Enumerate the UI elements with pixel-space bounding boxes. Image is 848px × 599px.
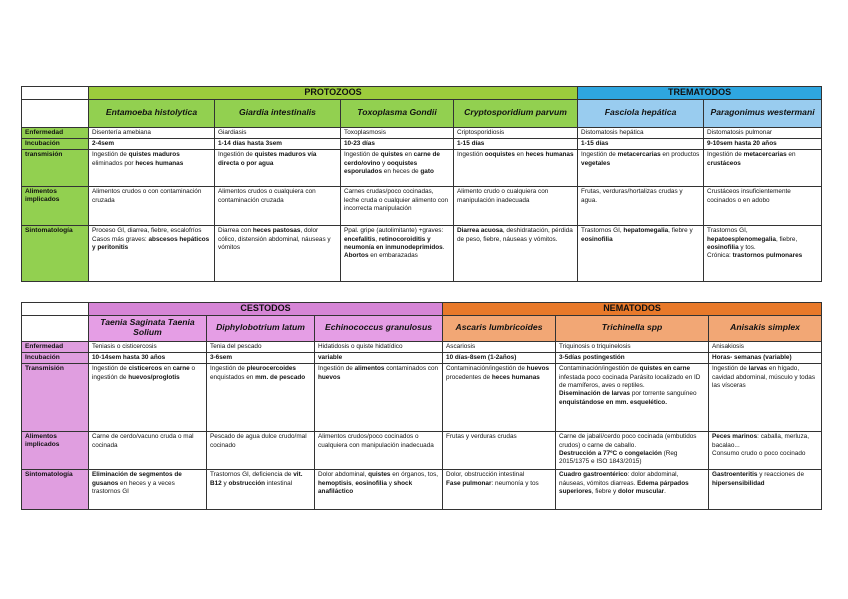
table-cell: Hidatidosis o quiste hidatídico	[315, 341, 443, 352]
table-cell: Ingestión de pleurocercoides enquistados en mm. de pescado	[207, 364, 315, 432]
corner-cell	[22, 99, 89, 127]
corner-cell	[22, 87, 89, 100]
table-cell: Ingestión de cisticercos en carne o ingestión de huevos/proglotis	[89, 364, 207, 432]
table-cell: Ingestión de quistes en carne de cerdo/ovino y ooquistes esporulados en heces de gato	[341, 150, 454, 187]
table-cell: Ingestión de quistes maduros eliminados por heces humanas	[89, 150, 215, 187]
table-cell: Anisakiosis	[709, 341, 822, 352]
table-cell: Carnes crudas/poco cocinadas, leche cruda o cualquier alimento con incorrecta manipulación	[341, 187, 454, 226]
table-cell: Toxoplasmosis	[341, 127, 454, 138]
row-label: Sintomatología	[22, 226, 89, 282]
group-header-nematodos: NEMATODOS	[443, 303, 822, 316]
table-cell: Ingestión de larvas en hígado, cavidad abdominal, músculo y todas las vísceras	[709, 364, 822, 432]
table-cell: Contaminación/ingestión de huevos procedentes de heces humanas	[443, 364, 556, 432]
group-header-trematodos: TREMATODOS	[578, 87, 822, 100]
species-header: Ascaris lumbricoides	[443, 315, 556, 341]
species-header: Cryptosporidium parvum	[454, 99, 578, 127]
table-cell: Distomatosis pulmonar	[704, 127, 822, 138]
table-cell: Criptosporidiosis	[454, 127, 578, 138]
species-header: Paragonimus westermani	[704, 99, 822, 127]
table-cell: Pescado de agua dulce crudo/mal cocinado	[207, 432, 315, 470]
table-cell: Ingestión de metacercarias en productos vegetales	[578, 150, 704, 187]
table-cestodos-nematodos	[21, 302, 822, 510]
table-cell: 3-5días postingestión	[556, 353, 709, 364]
table-cell: 2-4sem	[89, 139, 215, 150]
table-cell: Dolor, obstrucción intestinal Fase pulmonar: neumonía y tos	[443, 470, 556, 510]
group-header-cestodos: CESTODOS	[89, 303, 443, 316]
row-label: Alimentos implicados	[22, 432, 89, 470]
species-header: Giardia intestinalis	[215, 99, 341, 127]
table-cell: Cuadro gastroentérico: dolor abdominal, náuseas, vómitos diarreas. Edema párpados superiores, fiebre y dolor muscular.	[556, 470, 709, 510]
table-cell: 10-23 días	[341, 139, 454, 150]
table-cell: Giardiasis	[215, 127, 341, 138]
species-header: Echinococcus granulosus	[315, 315, 443, 341]
table-cell: Trastornos GI, hepatomegalia, fiebre y eosinofilia	[578, 226, 704, 282]
table-cell: Trastornos GI, deficiencia de vit. B12 y obstrucción intestinal	[207, 470, 315, 510]
corner-cell	[22, 315, 89, 341]
table-cell: 1-15 días	[454, 139, 578, 150]
species-header: Fasciola hepática	[578, 99, 704, 127]
table-cell: Disentería amebiana	[89, 127, 215, 138]
table-cell: Alimento crudo o cualquiera con manipulación inadecuada	[454, 187, 578, 226]
table-cell: Diarrea acuosa, deshidratación, pérdida de peso, fiebre, náuseas y vómitos.	[454, 226, 578, 282]
row-label: Sintomatología	[22, 470, 89, 510]
table-cell: Gastroenteritis y reacciones de hipersensibilidad	[709, 470, 822, 510]
table-cell: variable	[315, 353, 443, 364]
table-cell: 10 días-8sem (1-2años)	[443, 353, 556, 364]
table-cell: Triquinosis o triquinelosis	[556, 341, 709, 352]
table-cell: Trastornos GI, hepatoesplenomegalia, fiebre, eosinofilia y tos. Crónica: trastornos pulmonares	[704, 226, 822, 282]
table-cell: Frutas y verduras crudas	[443, 432, 556, 470]
table-cell: Teniasis o cisticercosis	[89, 341, 207, 352]
table-cell: Peces marinos: caballa, merluza, bacalao... Consumo crudo o poco cocinado	[709, 432, 822, 470]
table-cell: 1-14 días hasta 3sem	[215, 139, 341, 150]
table-cell: Carne de jabalí/cerdo poco cocinada (embutidos crudos) o carne de caballo. Destrucción a 77ºC o congelación (Reg 2015/1375 e ISO 1843/2015)	[556, 432, 709, 470]
table-cell: Distomatosis hepática	[578, 127, 704, 138]
table-cell: Horas- semanas (variable)	[709, 353, 822, 364]
table-cell: Tenia del pescado	[207, 341, 315, 352]
table-cell: Carne de cerdo/vacuno cruda o mal cocinada	[89, 432, 207, 470]
row-label: Alimentos implicados	[22, 187, 89, 226]
row-label: Incubación	[22, 353, 89, 364]
row-label: Enfermedad	[22, 341, 89, 352]
table-cell: Eliminación de segmentos de gusanos en heces y a veces trastornos GI	[89, 470, 207, 510]
species-header: Taenia Saginata Taenia Solium	[89, 315, 207, 341]
row-label: transmisión	[22, 150, 89, 187]
species-header: Diphylobotrium latum	[207, 315, 315, 341]
table-cell: Alimentos crudos o con contaminación cruzada	[89, 187, 215, 226]
table-cell: Proceso GI, diarrea, fiebre, escalofríos Casos más graves: abscesos hepáticos y peritonitis	[89, 226, 215, 282]
species-header: Entamoeba histolytica	[89, 99, 215, 127]
table-cell: Alimentos crudos o cualquiera con contaminación cruzada	[215, 187, 341, 226]
row-label: Enfermedad	[22, 127, 89, 138]
table-cell: Dolor abdominal, quistes en órganos, tos, hemoptisis, eosinofilia y shock anafiláctico	[315, 470, 443, 510]
row-label: Incubación	[22, 139, 89, 150]
table-cell: Ingestión de metacercarias en crustáceos	[704, 150, 822, 187]
table-cell: Alimentos crudos/poco cocinados o cualquiera con manipulación inadecuada	[315, 432, 443, 470]
corner-cell	[22, 303, 89, 316]
table-cell: Ingestión de alimentos contaminados con huevos	[315, 364, 443, 432]
table-cell: 1-15 días	[578, 139, 704, 150]
table-cell: 10-14sem hasta 30 años	[89, 353, 207, 364]
species-header: Anisakis simplex	[709, 315, 822, 341]
table-cell: Diarrea con heces pastosas, dolor cólico, distensión abdominal, náuseas y vómitos	[215, 226, 341, 282]
table-cell: 3-6sem	[207, 353, 315, 364]
table-protozoos-trematodos	[21, 86, 822, 282]
table-cell: Frutas, verduras/hortalizas crudas y agua.	[578, 187, 704, 226]
table-cell: Ingestión ooquistes en heces humanas	[454, 150, 578, 187]
species-header: Toxoplasma Gondii	[341, 99, 454, 127]
table-cell: Ingestión de quistes maduros vía directa o por agua	[215, 150, 341, 187]
table-cell: Ppal. gripe (autolimitante) +graves: encefalitis, retinocoroiditis y neumonía en inmunodeprimidos. Abortos en embarazadas	[341, 226, 454, 282]
table-cell: Ascariosis	[443, 341, 556, 352]
group-header-protozoos: PROTOZOOS	[89, 87, 578, 100]
table-cell: Crustáceos insuficientemente cocinados o en adobo	[704, 187, 822, 226]
row-label: Transmisión	[22, 364, 89, 432]
table-cell: Contaminación/ingestión de quistes en carne infestada poco cocinada Parásito localizado en ID de mamíferos, aves o reptiles. Diseminación de larvas por torrente sanguíneo enquistándose en mm. esquelético.	[556, 364, 709, 432]
species-header: Trichinella spp	[556, 315, 709, 341]
table-cell: 9-10sem hasta 20 años	[704, 139, 822, 150]
